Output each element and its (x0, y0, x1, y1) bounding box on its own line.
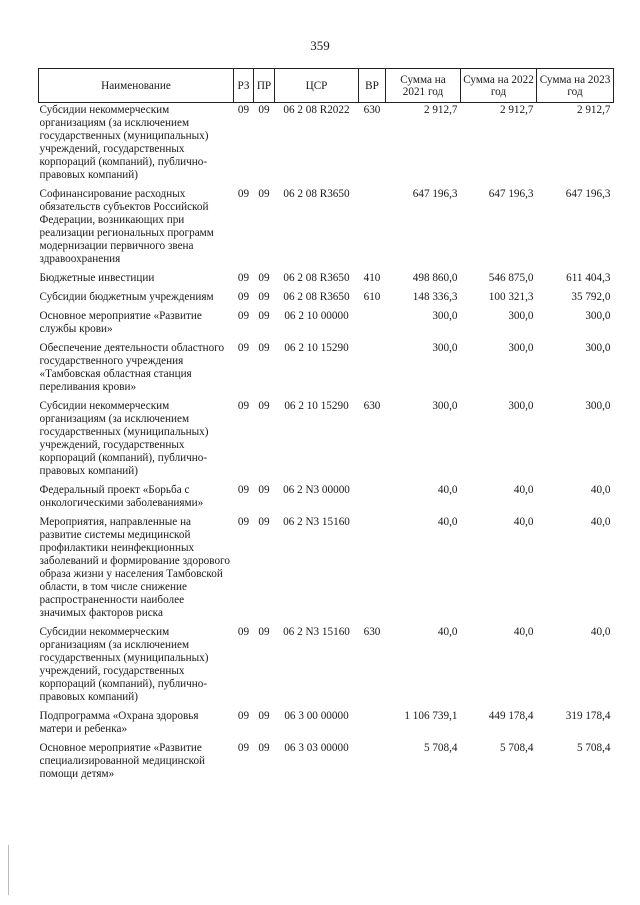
row-sum-2022: 100 321,3 (488, 291, 534, 303)
row-sum-2021: 300,0 (432, 342, 458, 354)
row-sum-2022: 300,0 (508, 310, 534, 322)
row-pr: 09 (258, 516, 270, 528)
row-pr: 09 (258, 291, 270, 303)
row-sum-2022: 300,0 (508, 342, 534, 354)
row-sum-2022: 5 708,4 (499, 742, 534, 754)
page-number: 359 (310, 38, 330, 53)
row-sum-2023: 611 404,3 (566, 272, 611, 284)
row-rz: 09 (237, 710, 250, 722)
table-row (39, 103, 614, 188)
table-row (39, 625, 614, 709)
table-row (39, 271, 614, 290)
row-rz: 09 (237, 310, 250, 322)
row-name: Бюджетные инвестиции (39, 272, 155, 284)
header-csr: ЦСР (275, 69, 359, 103)
row-rz: 09 (237, 272, 250, 284)
row-pr: 09 (258, 188, 270, 200)
table-row (39, 309, 614, 341)
table-row (39, 515, 614, 625)
row-sum-2022: 40,0 (513, 626, 534, 638)
row-name: Федеральный проект «Борьба с онкологическими заболеваниями» (39, 484, 204, 509)
row-vr (359, 709, 386, 741)
row-sum-2022: 40,0 (513, 484, 534, 496)
row-csr: 06 2 08 R3650 (283, 188, 350, 200)
row-sum-2022: 647 196,3 (488, 188, 534, 200)
row-vr: 630 (363, 626, 381, 638)
row-pr: 09 (258, 626, 270, 638)
row-csr: 06 2 08 R3650 (283, 291, 350, 303)
row-vr: 610 (363, 291, 381, 303)
table-row (39, 483, 614, 515)
row-name: Субсидии бюджетным учреждениям (39, 291, 214, 303)
row-vr: 410 (363, 272, 381, 284)
row-name: Подпрограмма «Охрана здоровья матери и ребенка» (39, 710, 199, 735)
row-csr: 06 2 08 R2022 (283, 104, 350, 116)
header-vr: ВР (359, 69, 386, 103)
row-sum-2023: 300,0 (585, 310, 611, 322)
row-sum-2021: 40,0 (437, 626, 458, 638)
row-sum-2023: 319 178,4 (565, 710, 611, 722)
row-vr: 630 (363, 400, 381, 412)
header-name: Наименование (39, 69, 234, 103)
row-csr: 06 3 00 00000 (284, 710, 349, 722)
row-name: Мероприятия, направленные на развитие системы медицинской профилактики неинфекционных заболеваний и формирование здорового образа жизни у населения Тамбовской области, в том числе снижение распространенности наиболее значимых факторов риска (39, 516, 230, 619)
row-csr: 06 2 N3 00000 (283, 484, 350, 496)
row-csr: 06 2 10 15290 (284, 400, 349, 412)
row-sum-2023: 40,0 (590, 484, 611, 496)
row-rz: 09 (237, 516, 250, 528)
row-rz: 09 (237, 291, 250, 303)
row-csr: 06 2 N3 15160 (283, 626, 350, 638)
row-sum-2023: 2 912,7 (576, 104, 611, 116)
header-rz: РЗ (234, 69, 254, 103)
row-sum-2021: 300,0 (432, 310, 458, 322)
row-csr: 06 2 08 R3650 (283, 272, 350, 284)
row-sum-2023: 300,0 (585, 400, 611, 412)
row-name: Основное мероприятие «Развитие службы крови» (39, 310, 202, 335)
row-sum-2021: 498 860,0 (412, 272, 458, 284)
row-pr: 09 (258, 742, 270, 754)
row-name: Субсидии некоммерческим организациям (за исключением государственных (муниципальных) учреждений, государственных корпораций (компаний), публично-правовых компаний) (39, 626, 209, 703)
row-pr: 09 (258, 272, 270, 284)
row-name: Обеспечение деятельности областного государственного учреждения «Тамбовская областная станция переливания крови» (39, 342, 225, 393)
row-vr (359, 741, 386, 786)
header-sum-2021: Сумма на 2021 год (386, 69, 461, 103)
row-name: Субсидии некоммерческим организациям (за исключением государственных (муниципальных) учреждений, государственных корпораций (компаний), публично-правовых компаний) (39, 104, 209, 181)
row-name: Основное мероприятие «Развитие специализированной медицинской помощи детям» (39, 742, 206, 780)
row-vr (359, 309, 386, 341)
row-sum-2023: 35 792,0 (571, 291, 611, 303)
table-row (39, 341, 614, 399)
row-sum-2021: 1 106 739,1 (404, 710, 458, 722)
row-sum-2021: 5 708,4 (423, 742, 458, 754)
row-sum-2021: 2 912,7 (423, 104, 458, 116)
row-sum-2023: 647 196,3 (565, 188, 611, 200)
row-pr: 09 (258, 710, 270, 722)
header-sum-2022: Сумма на 2022 год (461, 69, 537, 103)
row-vr (359, 187, 386, 271)
row-sum-2023: 40,0 (590, 626, 611, 638)
row-vr (359, 515, 386, 625)
row-sum-2021: 647 196,3 (412, 188, 458, 200)
row-csr: 06 2 N3 15160 (283, 516, 350, 528)
row-sum-2023: 5 708,4 (576, 742, 611, 754)
row-vr (359, 341, 386, 399)
row-vr: 630 (363, 104, 381, 116)
table-row (39, 741, 614, 786)
row-rz: 09 (237, 104, 250, 116)
row-pr: 09 (258, 400, 270, 412)
row-pr: 09 (258, 484, 270, 496)
row-vr (359, 483, 386, 515)
row-sum-2023: 40,0 (590, 516, 611, 528)
row-sum-2021: 300,0 (432, 400, 458, 412)
table-row (39, 709, 614, 741)
row-rz: 09 (237, 342, 250, 354)
row-rz: 09 (237, 400, 250, 412)
row-sum-2022: 40,0 (513, 516, 534, 528)
row-rz: 09 (237, 188, 250, 200)
row-sum-2022: 546 875,0 (488, 272, 534, 284)
row-sum-2022: 449 178,4 (488, 710, 534, 722)
row-sum-2021: 40,0 (437, 516, 458, 528)
row-sum-2023: 300,0 (585, 342, 611, 354)
row-rz: 09 (237, 484, 250, 496)
table-row (39, 187, 614, 271)
row-pr: 09 (258, 342, 270, 354)
row-sum-2021: 148 336,3 (412, 291, 458, 303)
row-rz: 09 (237, 742, 250, 754)
scan-edge-mark (8, 845, 9, 895)
budget-table (38, 68, 614, 786)
row-rz: 09 (237, 626, 250, 638)
row-name: Софинансирование расходных обязательств субъектов Российской Федерации, возникающих при реализации региональных программ модернизации первичного звена здравоохранения (39, 188, 214, 265)
header-sum-2023: Сумма на 2023 год (537, 69, 614, 103)
header-pr: ПР (254, 69, 275, 103)
row-csr: 06 2 10 15290 (284, 342, 349, 354)
row-sum-2021: 40,0 (437, 484, 458, 496)
row-pr: 09 (258, 310, 270, 322)
row-sum-2022: 2 912,7 (499, 104, 534, 116)
row-csr: 06 3 03 00000 (284, 742, 349, 754)
row-sum-2022: 300,0 (508, 400, 534, 412)
row-csr: 06 2 10 00000 (284, 310, 349, 322)
row-pr: 09 (258, 104, 270, 116)
row-name: Субсидии некоммерческим организациям (за исключением государственных (муниципальных) учреждений, государственных корпораций (компаний), публично-правовых компаний) (39, 400, 209, 477)
table-header-row (39, 69, 614, 103)
table-row (39, 290, 614, 309)
table-row (39, 399, 614, 483)
